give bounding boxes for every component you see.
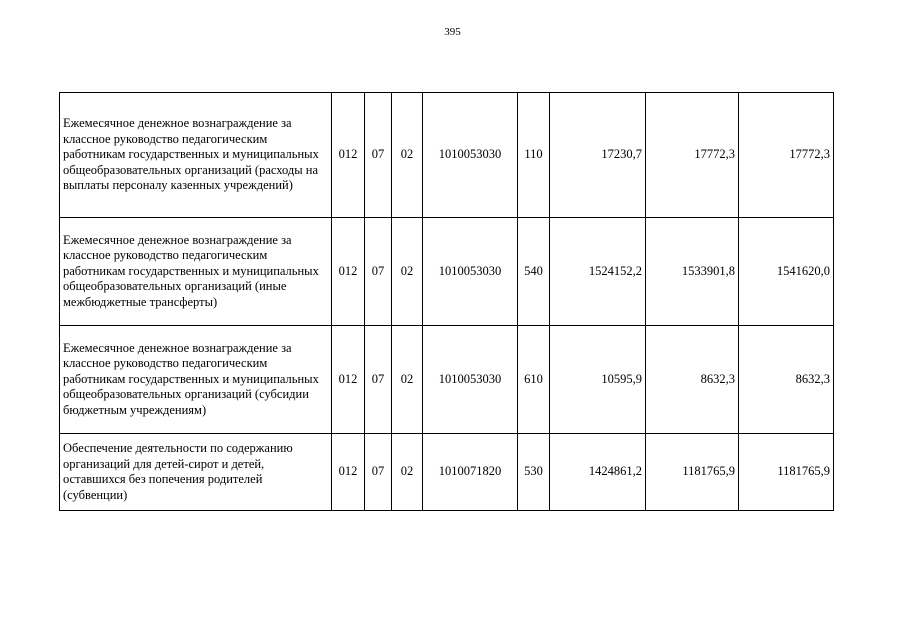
subsection-code: 02 (392, 434, 423, 511)
section-code: 07 (365, 326, 392, 434)
table-row (60, 326, 834, 434)
amount-3: 1181765,9 (739, 434, 834, 511)
row-description: Ежемесячное денежное вознаграждение за классное руководство педагогическим работникам государственных и муниципальных общеобразовательных организаций (субсидии бюджетным учреждениям) (60, 326, 332, 434)
expense-type-code: 530 (518, 434, 550, 511)
row-description: Обеспечение деятельности по содержанию организаций для детей-сирот и детей, оставшихся без попечения родителей (субвенции) (60, 434, 332, 511)
target-article-code: 1010053030 (423, 93, 518, 218)
section-code: 07 (365, 218, 392, 326)
expense-type-code: 610 (518, 326, 550, 434)
subsection-code: 02 (392, 326, 423, 434)
row-description: Ежемесячное денежное вознаграждение за классное руководство педагогическим работникам государственных и муниципальных общеобразовательных организаций (расходы на выплаты персоналу казенных учреждений) (60, 93, 332, 218)
section-code: 07 (365, 434, 392, 511)
ministry-code: 012 (332, 434, 365, 511)
amount-2: 1533901,8 (646, 218, 739, 326)
amount-1: 1524152,2 (550, 218, 646, 326)
amount-1: 17230,7 (550, 93, 646, 218)
expense-type-code: 540 (518, 218, 550, 326)
amount-3: 17772,3 (739, 93, 834, 218)
table-row (60, 218, 834, 326)
table-row (60, 93, 834, 218)
target-article-code: 1010053030 (423, 326, 518, 434)
page-number: 395 (444, 26, 461, 38)
amount-2: 1181765,9 (646, 434, 739, 511)
expense-type-code: 110 (518, 93, 550, 218)
amount-1: 10595,9 (550, 326, 646, 434)
ministry-code: 012 (332, 218, 365, 326)
ministry-code: 012 (332, 93, 365, 218)
amount-2: 17772,3 (646, 93, 739, 218)
subsection-code: 02 (392, 93, 423, 218)
amount-2: 8632,3 (646, 326, 739, 434)
target-article-code: 1010071820 (423, 434, 518, 511)
amount-1: 1424861,2 (550, 434, 646, 511)
ministry-code: 012 (332, 326, 365, 434)
budget-table (59, 92, 834, 511)
section-code: 07 (365, 93, 392, 218)
amount-3: 8632,3 (739, 326, 834, 434)
row-description: Ежемесячное денежное вознаграждение за классное руководство педагогическим работникам государственных и муниципальных общеобразовательных организаций (иные межбюджетные трансферты) (60, 218, 332, 326)
target-article-code: 1010053030 (423, 218, 518, 326)
table-row (60, 434, 834, 511)
amount-3: 1541620,0 (739, 218, 834, 326)
subsection-code: 02 (392, 218, 423, 326)
